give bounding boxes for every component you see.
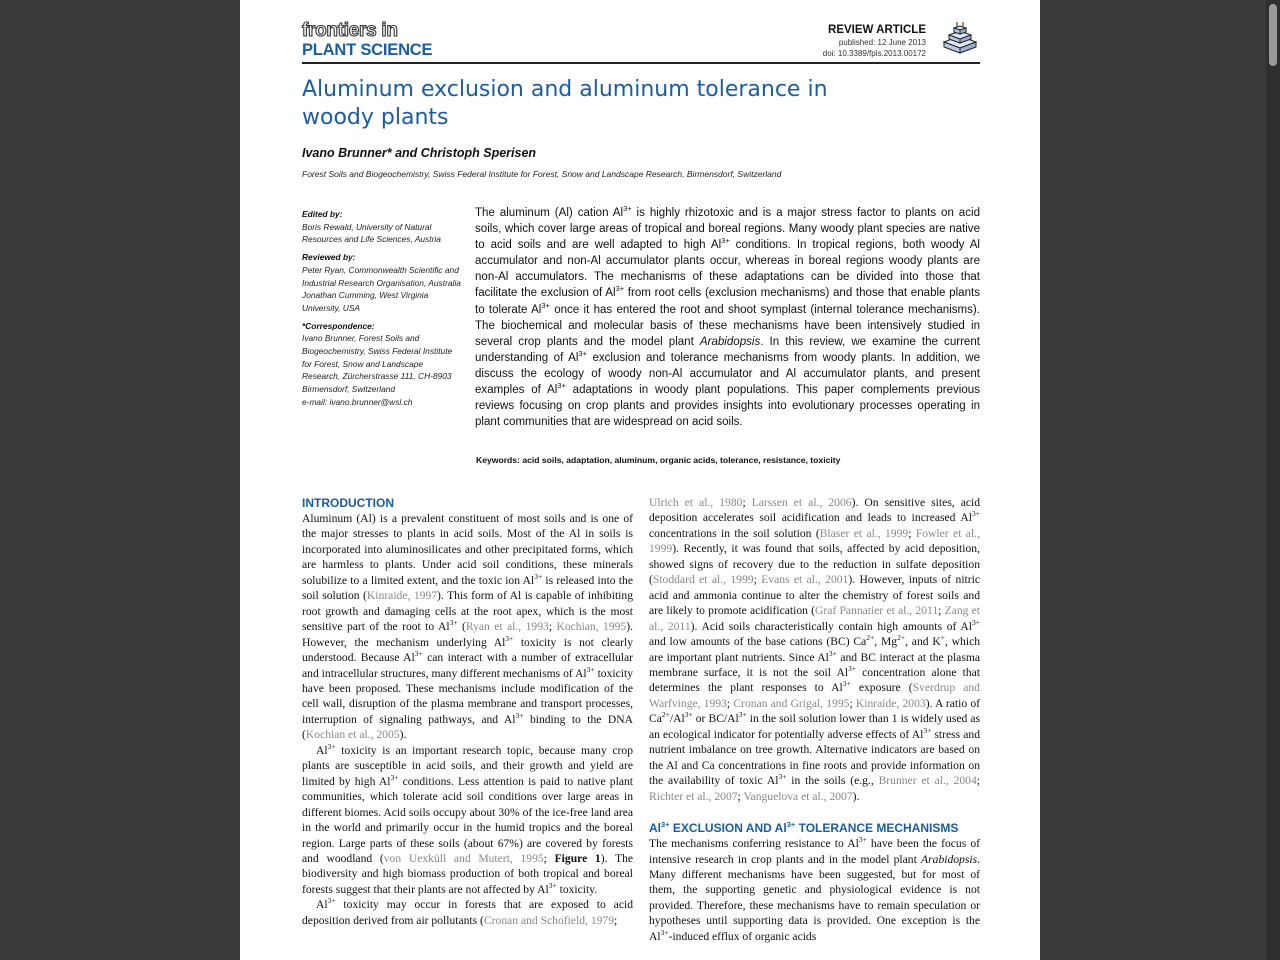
scrollbar-thumb[interactable] <box>1269 4 1277 66</box>
left-column <box>302 495 633 928</box>
section-heading-introduction: INTRODUCTION <box>302 496 394 510</box>
edited-by: Boris Rewald, University of Natural Resources and Life Sciences, Austria <box>302 221 441 245</box>
reviewer-2: Jonathan Cumming, West Virginia University, USA <box>302 290 429 313</box>
email: e-mail: ivano.brunner@wsl.ch <box>302 396 413 407</box>
article-affiliation: Forest Soils and Biogeochemistry, Swiss Federal Institute for Forest, Snow and Landscape Research, Birmensdorf, Switzerland <box>302 169 782 179</box>
keywords: Keywords: acid soils, adaptation, aluminum, organic acids, tolerance, resistance, toxicity <box>476 455 841 465</box>
editorial-sidebar <box>302 208 462 409</box>
viewer-scrollbar[interactable] <box>1266 0 1280 960</box>
correspondence: Ivano Brunner, Forest Soils and Biogeochemistry, Swiss Federal Institute for Forest, Snow and Landscape Research, Zürcherstrasse 111, CH-8903 Birmensdorf, Switzerland <box>302 333 453 395</box>
paragraph: The mechanisms conferring resistance to $Al^{3+}$ have been the focus of intensive research in crop plants and in the model plant Arabidopsis. Many different mechanisms have been suggested, but for most of them, the supporting genetic and physiological evidence is not provided. Therefore, these mechanisms have to remain speculation or hypotheses until supporting data is provided. One exception is the $Al^{3+}$-induced efflux of organic acids <box>649 835 981 943</box>
journal-logo-line2: PLANT SCIENCE <box>302 41 433 59</box>
pdf-page <box>240 0 1040 960</box>
paragraph: Ulrich et al., 1980; Larssen et al., 2006). On sensitive sites, acid deposition accelerates soil acidification and leads to increased $Al^{3+}$ concentrations in the soil solution (Blaser et al., 1999; Fowler et al., 1999). Recently, it was found that soils, affected by acid deposition, showed signs of recovery due to the reduction in sulfate deposition (Stoddard et al., 1999; Evans et al., 2001). However, inputs of nitric acid and ammonia continue to alter the chemistry of forest soils and are likely to promote acidification (Graf Pannatier et al., 2011; Zang et al., 2011). Acid soils characteristically contain high amounts of $Al^{3+}$ and low amounts of the base cations (BC) $Ca^{2+}$, $Mg^{2+}$, and K+, which are important plant nutrients. Since $Al^{3+}$ and BC interact at the plasma membrane surface, it is not the soil $Al^{3+}$ concentration alone that determines the plant responses to $Al^{3+}$ exposure (Sverdrup and Warfvinge, 1993; Cronan and Grigal, 1995; Kinraide, 2003). A ratio of $Ca^{2+}/Al^{3+}$ or $BC/Al^{3+}$ in the soil solution lower than 1 is widely used as an ecological indicator for potentially adverse effects of $Al^{3+}$ stress and nutrient imbalance on tree growth. Alternative indicators are based on the Al and Ca concentrations in fine roots and provide information on the availability of toxic $Al^{3+}$ in the soils (e.g., Brunner et al., 2004; Richter et al., 2007; Vanguelova et al., 2007). <box>649 496 981 803</box>
reviewed-by-label: Reviewed by: <box>302 252 356 263</box>
journal-logo-line1: frontiers in <box>302 20 398 41</box>
paragraph: Aluminum (Al) is a prevalent constituent of most soils and is one of the major stresses to plants in acid soils. Most of the Al in soils is incorporated into aluminosilicates and other precipitated forms, which are harmless to plants. Under acid soil conditions, these minerals solubilize to a limited extent, and the toxic ion $Al^{3+}$ is released into the soil solution (Kinraide, 1997). This form of Al is capable of inhibiting root growth and damaging cells at the root apex, which is the most sensitive part of the root to $Al^{3+}$ (Ryan et al., 1993; Kochian, 1995). However, the mechanism underlying $Al^{3+}$ toxicity is not clearly understood. Because $Al^{3+}$ can interact with a number of extracellular and intracellular structures, many different mechanisms of $Al^{3+}$ toxicity have been proposed. These mechanisms include modification of the cell wall, disruption of the plasma membrane and transport processes, interruption of signaling pathways, and $Al^{3+}$ binding to the DNA (Kochian et al., 2005). <box>302 512 634 742</box>
article-authors: Ivano Brunner* and Christoph Sperisen <box>302 146 537 160</box>
published-date: published: 12 June 2013 <box>838 38 926 47</box>
edited-by-label: Edited by: <box>302 209 343 219</box>
abstract: The aluminum (Al) cation $Al^{3+}$ is highly rhizotoxic and is a major stress factor to plants on acid soils, which cover large areas of tropical and boreal regions. Many woody plant species are native to acid soils and are well adapted to high $Al^{3+}$ conditions. In tropical regions, both woody Al accumulator and non-Al accumulator plants occur, whereas in boreal regions woody plants are non-Al accumulators. The mechanisms of these adaptations can be divided into those that facilitate the exclusion of $Al^{3+}$ from root cells (exclusion mechanisms) and those that enable plants to tolerate $Al^{3+}$ once it has entered the root and shoot symplast (internal tolerance mechanisms). The biochemical and molecular basis of these mechanisms have been intensively studied in several crop plants and the model plant Arabidopsis. In this review, we examine the current understanding of $Al^{3+}$ exclusion and tolerance mechanisms from woody plants. In addition, we discuss the ecology of woody non-Al accumulator and Al accumulator plants, and present examples of $Al^{3+}$ adaptations in woody plant populations. This paper complements previous reviews focusing on crop plants and provides insights into evolutionary processes operating in plant communities that are widespread on acid soils. <box>475 204 980 429</box>
doi: doi: 10.3389/fpls.2013.00172 <box>822 49 926 58</box>
article-type: REVIEW ARTICLE <box>828 24 926 36</box>
section-heading-mechanisms: $Al^{3+}$ EXCLUSION AND $Al^{3+}$ TOLERANCE MECHANISMS <box>649 820 959 836</box>
article-title: Aluminum exclusion and aluminum tolerance in woody plants <box>302 77 828 130</box>
paragraph: $Al^{3+}$ toxicity is an important research topic, because many crop plants are susceptible in acid soils, and their growth and yield are limited by high $Al^{3+}$ conditions. Less attention is paid to native plant communities, which tolerate acid soil conditions over large areas in different biomes. Acid soils occupy about 30% of the ice-free land area in the world and primarily occur in the humid tropics and the boreal region. Large parts of these soils (about 67%) are covered by forests and woodland (von Uexküll and Mutert, 1995; Figure 1). The biodiversity and high biomass production of both tropical and boreal forests suggest that their plants are not affected by $Al^{3+}$ toxicity. <box>302 741 634 896</box>
figure-reference[interactable]: Figure 1 <box>554 851 601 865</box>
reviewer-1: Peter Ryan, Commonwealth Scientific and Industrial Research Organisation, Australia <box>302 264 461 288</box>
layered-stack-icon <box>940 20 980 56</box>
journal-header <box>302 20 980 64</box>
correspondence-label: *Correspondence: <box>302 320 375 331</box>
paragraph: $Al^{3+}$ toxicity may occur in forests that are exposed to acid deposition derived from air pollutants (Cronan and Schofield, 1979; <box>302 896 633 927</box>
right-column <box>649 495 980 944</box>
